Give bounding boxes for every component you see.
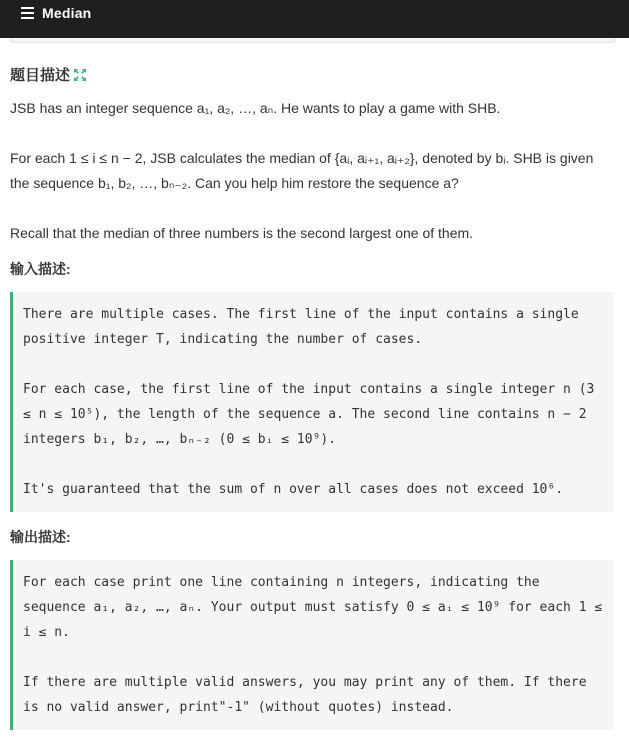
- header-strip: [10, 38, 616, 43]
- output-line-1: For each case print one line containing n integers, indicating the sequence a₁, a₂, …, aₙ. Your output must satisfy 0 ≤ aᵢ ≤ 10⁹ for each 1 ≤ i ≤ n.: [23, 575, 603, 640]
- output-heading: 输出描述:: [10, 529, 71, 545]
- description-heading: 题目描述: [10, 64, 87, 86]
- input-block: [10, 292, 614, 512]
- input-heading: 输入描述:: [10, 261, 71, 277]
- input-line-1: There are multiple cases. The first line of the input contains a single positive integer T, indicating the number of cases.: [23, 307, 579, 347]
- problem-title: Median: [42, 5, 92, 21]
- description-line-3: Recall that the median of three numbers is the second largest one of them.: [10, 225, 474, 241]
- description-line-2: For each 1 ≤ i ≤ n − 2, JSB calculates the median of {aᵢ, aᵢ₊₁, aᵢ₊₂}, denoted by bᵢ. SHB is given the sequence b₁, b₂, …, bₙ₋₂. Can you help him restore the sequence a?: [10, 150, 594, 191]
- description-line-1: JSB has an integer sequence a₁, a₂, …, aₙ. He wants to play a game with SHB.: [10, 100, 501, 116]
- expand-icon[interactable]: [73, 68, 87, 86]
- input-line-3: It's guaranteed that the sum of n over all cases does not exceed 10⁶.: [23, 482, 564, 497]
- output-line-2: If there are multiple valid answers, you may print any of them. If there is no valid answer, print"-1" (without quotes) instead.: [23, 675, 587, 715]
- list-icon[interactable]: [21, 7, 34, 19]
- input-line-2: For each case, the first line of the input contains a single integer n (3 ≤ n ≤ 10⁵), the length of the sequence a. The second line contains n − 2 integers b₁, b₂, …, bₙ₋₂ (0 ≤ bᵢ ≤ 10⁹).: [23, 382, 595, 447]
- top-bar: [0, 0, 629, 38]
- output-block: [10, 560, 614, 730]
